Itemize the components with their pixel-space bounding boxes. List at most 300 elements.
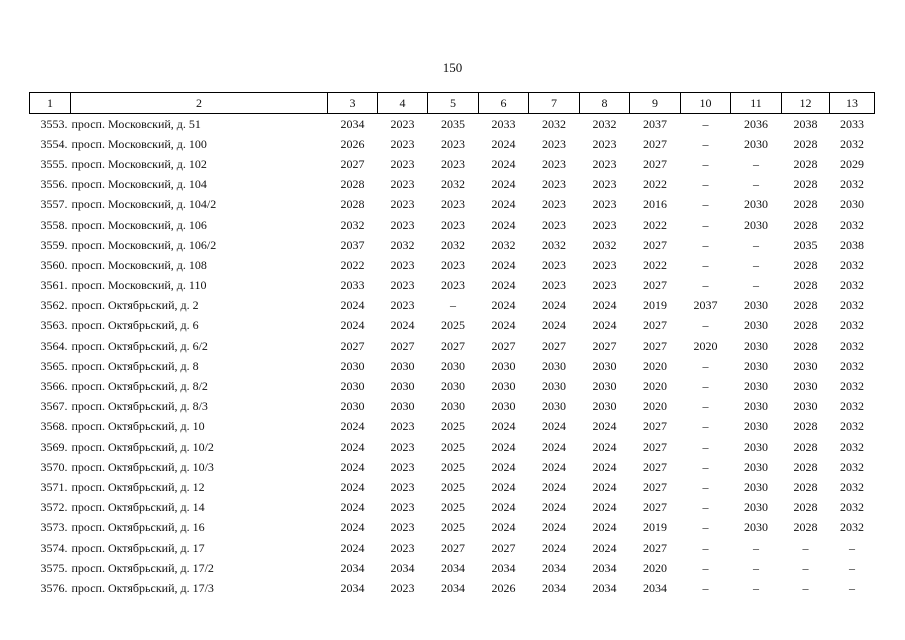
year-cell: 2024 [491,257,516,272]
row-number: 3554. [40,136,68,151]
year-cell: 2034 [340,116,365,131]
year-cell: 2024 [491,318,516,333]
year-cell: – [753,560,759,575]
year-cell: 2034 [542,580,566,595]
table-row [30,154,875,174]
year-cell: 2024 [592,439,617,454]
year-cell: 2022 [643,177,667,192]
row-number: 3561. [40,278,68,293]
year-cell: 2035 [441,116,465,131]
year-cell: 2032 [840,500,864,515]
year-cell: 2028 [793,419,818,434]
address-cell: просп. Октябрьский, д. 17/3 [71,580,214,595]
table-row [30,255,875,275]
year-cell: – [702,278,709,293]
year-cell: 2027 [542,338,566,353]
column-header-4: 4 [378,93,428,114]
year-cell: 2024 [491,217,516,232]
year-cell: 2033 [840,116,864,131]
year-cell: 2030 [744,298,768,313]
year-cell: – [802,560,809,575]
address-cell: просп. Московский, д. 106 [71,217,207,232]
column-header-9: 9 [630,93,681,114]
year-cell: 2030 [390,399,415,414]
year-cell: 2036 [744,116,768,131]
year-cell: – [702,379,709,394]
year-cell: 2030 [744,520,768,535]
year-cell: – [753,540,759,555]
year-cell: – [702,419,709,434]
table-row [30,477,875,497]
year-cell: 2028 [340,177,365,192]
year-cell: 2030 [390,358,415,373]
year-cell: 2030 [744,136,768,151]
address-cell: просп. Октябрьский, д. 8/3 [71,399,208,414]
year-cell: 2023 [542,257,566,272]
year-cell: 2024 [592,479,617,494]
year-cell: 2024 [340,419,365,434]
year-cell: 2030 [744,500,768,515]
year-cell: 2030 [793,379,818,394]
year-cell: 2023 [441,136,465,151]
year-cell: – [702,500,709,515]
year-cell: – [702,479,709,494]
year-cell: – [702,540,709,555]
address-cell: просп. Октябрьский, д. 6/2 [71,338,208,353]
year-cell: 2024 [491,156,516,171]
year-cell: 2034 [643,580,667,595]
year-cell: – [849,540,855,555]
year-cell: 2023 [390,520,415,535]
year-cell: 2034 [542,560,566,575]
address-cell: просп. Октябрьский, д. 10/2 [71,439,214,454]
address-cell: просп. Московский, д. 104/2 [71,197,217,212]
year-cell: 2023 [441,278,465,293]
year-cell: 2032 [840,358,864,373]
address-cell: просп. Московский, д. 51 [71,116,201,131]
address-cell: просп. Октябрьский, д. 2 [71,298,199,313]
year-cell: 2023 [441,197,465,212]
year-cell: 2020 [643,358,667,373]
year-cell: 2032 [840,177,864,192]
year-cell: 2024 [592,459,617,474]
year-cell: 2027 [643,500,667,515]
year-cell: 2023 [542,197,566,212]
year-cell: 2027 [491,338,516,353]
year-cell: 2023 [592,177,617,192]
year-cell: 2023 [390,580,415,595]
row-number: 3558. [40,217,68,232]
year-cell: – [802,540,809,555]
year-cell: 2030 [491,399,516,414]
address-cell: просп. Октябрьский, д. 17/2 [71,560,214,575]
year-cell: 2027 [643,156,667,171]
year-cell: 2024 [592,520,617,535]
row-number: 3576. [40,580,68,595]
year-cell: 2027 [441,540,465,555]
year-cell: – [702,237,709,252]
year-cell: 2027 [441,338,465,353]
column-header-11: 11 [731,93,782,114]
year-cell: 2027 [643,318,667,333]
year-cell: 2020 [693,338,718,353]
address-cell: просп. Октябрьский, д. 14 [71,500,205,515]
year-cell: 2024 [340,540,365,555]
year-cell: 2030 [793,358,818,373]
year-cell: 2027 [592,338,617,353]
year-cell: 2030 [441,358,465,373]
housing-schedule-table [29,92,875,599]
year-cell: 2032 [840,459,864,474]
year-cell: 2023 [542,278,566,293]
year-cell: 2024 [340,479,365,494]
year-cell: 2032 [840,479,864,494]
table-row [30,457,875,477]
table-row [30,175,875,195]
year-cell: 2032 [840,136,864,151]
year-cell: 2024 [491,520,516,535]
year-cell: 2030 [491,379,516,394]
row-number: 3556. [40,177,68,192]
address-cell: просп. Октябрьский, д. 8/2 [71,379,208,394]
year-cell: 2024 [592,419,617,434]
year-cell: 2028 [793,257,818,272]
column-header-2: 2 [71,93,328,114]
year-cell: 2023 [390,136,415,151]
row-number: 3573. [40,520,68,535]
year-cell: 2023 [592,257,617,272]
address-cell: просп. Октябрьский, д. 10 [71,419,205,434]
year-cell: – [753,257,759,272]
row-number: 3567. [40,399,68,414]
year-cell: 2027 [643,136,667,151]
year-cell: 2030 [840,197,864,212]
year-cell: 2024 [491,500,516,515]
address-cell: просп. Московский, д. 110 [71,278,207,293]
year-cell: 2032 [542,116,566,131]
row-number: 3557. [40,197,68,212]
year-cell: 2023 [542,217,566,232]
address-cell: просп. Московский, д. 104 [71,177,207,192]
year-cell: 2033 [340,278,365,293]
year-cell: 2024 [340,298,365,313]
year-cell: 2032 [840,379,864,394]
year-cell: 2037 [693,298,718,313]
table-row [30,417,875,437]
year-cell: 2023 [441,217,465,232]
table-row [30,134,875,154]
row-number: 3559. [40,237,68,252]
year-cell: 2030 [542,379,566,394]
row-number: 3564. [40,338,68,353]
table-row [30,578,875,598]
year-cell: 2024 [491,197,516,212]
year-cell: 2023 [390,217,415,232]
year-cell: 2030 [744,479,768,494]
year-cell: 2023 [592,156,617,171]
year-cell: 2024 [592,298,617,313]
year-cell: 2030 [592,358,617,373]
year-cell: – [753,177,759,192]
year-cell: 2034 [340,560,365,575]
year-cell: 2030 [744,459,768,474]
year-cell: 2034 [592,560,617,575]
address-cell: просп. Московский, д. 102 [71,156,207,171]
year-cell: 2030 [340,379,365,394]
row-number: 3560. [40,257,68,272]
year-cell: 2024 [340,439,365,454]
column-header-12: 12 [782,93,830,114]
year-cell: 2030 [542,358,566,373]
year-cell: 2038 [840,237,864,252]
year-cell: – [702,136,709,151]
year-cell: 2025 [441,479,465,494]
year-cell: 2027 [643,540,667,555]
year-cell: 2023 [390,278,415,293]
year-cell: 2032 [542,237,566,252]
year-cell: 2023 [592,136,617,151]
year-cell: 2038 [793,116,818,131]
year-cell: 2027 [340,156,365,171]
year-cell: 2024 [390,318,415,333]
year-cell: 2034 [441,580,465,595]
year-cell: 2027 [643,278,667,293]
year-cell: 2033 [491,116,516,131]
year-cell: 2032 [840,439,864,454]
year-cell: 2024 [542,500,566,515]
year-cell: 2025 [441,459,465,474]
year-cell: – [849,580,855,595]
year-cell: 2027 [643,419,667,434]
table-row [30,235,875,255]
year-cell: 2024 [592,500,617,515]
year-cell: 2016 [643,197,667,212]
year-cell: 2024 [592,318,617,333]
year-cell: 2024 [542,459,566,474]
year-cell: 2028 [793,338,818,353]
year-cell: 2020 [643,379,667,394]
table-row [30,336,875,356]
year-cell: 2028 [793,177,818,192]
column-header-13: 13 [830,93,875,114]
table-row [30,376,875,396]
year-cell: 2032 [840,318,864,333]
year-cell: 2023 [542,136,566,151]
year-cell: 2023 [441,156,465,171]
column-header-6: 6 [479,93,529,114]
year-cell: 2037 [643,116,667,131]
row-number: 3570. [40,459,68,474]
table-row [30,114,875,135]
year-cell: 2035 [793,237,818,252]
year-cell: 2034 [491,560,516,575]
address-cell: просп. Московский, д. 106/2 [71,237,217,252]
year-cell: – [702,116,709,131]
table-body [30,114,875,599]
year-cell: – [753,156,759,171]
year-cell: 2028 [793,217,818,232]
year-cell: 2027 [643,479,667,494]
year-cell: 2030 [390,379,415,394]
year-cell: 2023 [390,439,415,454]
year-cell: 2025 [441,318,465,333]
table-row [30,437,875,457]
address-cell: просп. Октябрьский, д. 17 [71,540,205,555]
year-cell: 2027 [643,338,667,353]
year-cell: – [702,439,709,454]
year-cell: 2027 [340,338,365,353]
year-cell: – [753,580,759,595]
row-number: 3574. [40,540,68,555]
year-cell: 2023 [390,419,415,434]
year-cell: 2024 [542,318,566,333]
table-row [30,296,875,316]
year-cell: 2030 [592,399,617,414]
year-cell: 2034 [592,580,617,595]
year-cell: 2034 [390,560,415,575]
address-cell: просп. Октябрьский, д. 10/3 [71,459,214,474]
year-cell: 2028 [793,520,818,535]
year-cell: 2032 [840,278,864,293]
table-row [30,195,875,215]
row-number: 3575. [40,560,68,575]
table-row [30,276,875,296]
year-cell: 2025 [441,439,465,454]
year-cell: 2032 [840,298,864,313]
address-cell: просп. Октябрьский, д. 8 [71,358,199,373]
year-cell: 2026 [491,580,516,595]
year-cell: 2028 [793,136,818,151]
year-cell: 2028 [793,459,818,474]
year-cell: 2027 [390,338,415,353]
year-cell: 2034 [340,580,365,595]
year-cell: – [753,237,759,252]
year-cell: 2024 [491,136,516,151]
year-cell: 2024 [542,298,566,313]
year-cell: 2024 [491,177,516,192]
year-cell: 2032 [840,217,864,232]
year-cell: 2032 [491,237,516,252]
year-cell: 2024 [542,520,566,535]
year-cell: 2027 [643,237,667,252]
table-row [30,558,875,578]
year-cell: 2032 [340,217,365,232]
table-row [30,215,875,235]
table-row [30,356,875,376]
year-cell: 2023 [390,298,415,313]
year-cell: 2032 [592,237,617,252]
year-cell: 2030 [340,358,365,373]
year-cell: – [450,298,456,313]
year-cell: 2030 [744,439,768,454]
table-header [30,93,875,114]
year-cell: 2028 [793,500,818,515]
year-cell: 2030 [744,379,768,394]
year-cell: 2032 [840,257,864,272]
year-cell: 2030 [744,318,768,333]
year-cell: 2032 [390,237,415,252]
row-number: 3572. [40,500,68,515]
year-cell: 2023 [592,278,617,293]
year-cell: 2027 [491,540,516,555]
year-cell: 2025 [441,419,465,434]
year-cell: 2030 [491,358,516,373]
row-number: 3566. [40,379,68,394]
year-cell: – [702,358,709,373]
year-cell: 2023 [542,177,566,192]
year-cell: 2022 [643,217,667,232]
year-cell: 2023 [592,217,617,232]
year-cell: 2027 [643,439,667,454]
year-cell: 2028 [793,278,818,293]
year-cell: – [702,177,709,192]
year-cell: – [702,257,709,272]
year-cell: 2024 [491,479,516,494]
year-cell: 2024 [542,439,566,454]
year-cell: – [849,560,855,575]
year-cell: 2030 [744,217,768,232]
year-cell: 2024 [542,540,566,555]
year-cell: 2024 [592,540,617,555]
year-cell: 2030 [744,197,768,212]
year-cell: 2024 [340,520,365,535]
column-header-1: 1 [30,93,71,114]
year-cell: – [702,560,709,575]
year-cell: 2030 [744,358,768,373]
year-cell: 2024 [491,298,516,313]
address-cell: просп. Московский, д. 100 [71,136,207,151]
year-cell: 2034 [441,560,465,575]
year-cell: 2028 [793,156,818,171]
row-number: 3555. [40,156,68,171]
year-cell: 2025 [441,520,465,535]
year-cell: 2032 [840,399,864,414]
year-cell: 2028 [340,197,365,212]
year-cell: 2028 [793,439,818,454]
year-cell: 2024 [491,459,516,474]
year-cell: 2022 [643,257,667,272]
column-header-3: 3 [328,93,378,114]
year-cell: – [802,580,809,595]
year-cell: 2028 [793,318,818,333]
year-cell: 2032 [441,177,465,192]
year-cell: 2029 [840,156,864,171]
year-cell: 2023 [390,116,415,131]
year-cell: 2028 [793,298,818,313]
table-row [30,397,875,417]
year-cell: 2023 [390,257,415,272]
year-cell: 2028 [793,197,818,212]
year-cell: 2019 [643,298,667,313]
year-cell: 2023 [390,500,415,515]
year-cell: 2032 [840,520,864,535]
column-header-10: 10 [681,93,731,114]
year-cell: – [702,580,709,595]
year-cell: – [702,197,709,212]
year-cell: – [702,520,709,535]
column-header-8: 8 [580,93,630,114]
year-cell: 2023 [390,197,415,212]
year-cell: 2030 [793,399,818,414]
year-cell: – [702,156,709,171]
column-header-7: 7 [529,93,580,114]
row-number: 3565. [40,358,68,373]
header-row [30,93,875,114]
year-cell: – [753,278,759,293]
column-header-5: 5 [428,93,479,114]
year-cell: 2030 [744,399,768,414]
address-cell: просп. Октябрьский, д. 6 [71,318,199,333]
